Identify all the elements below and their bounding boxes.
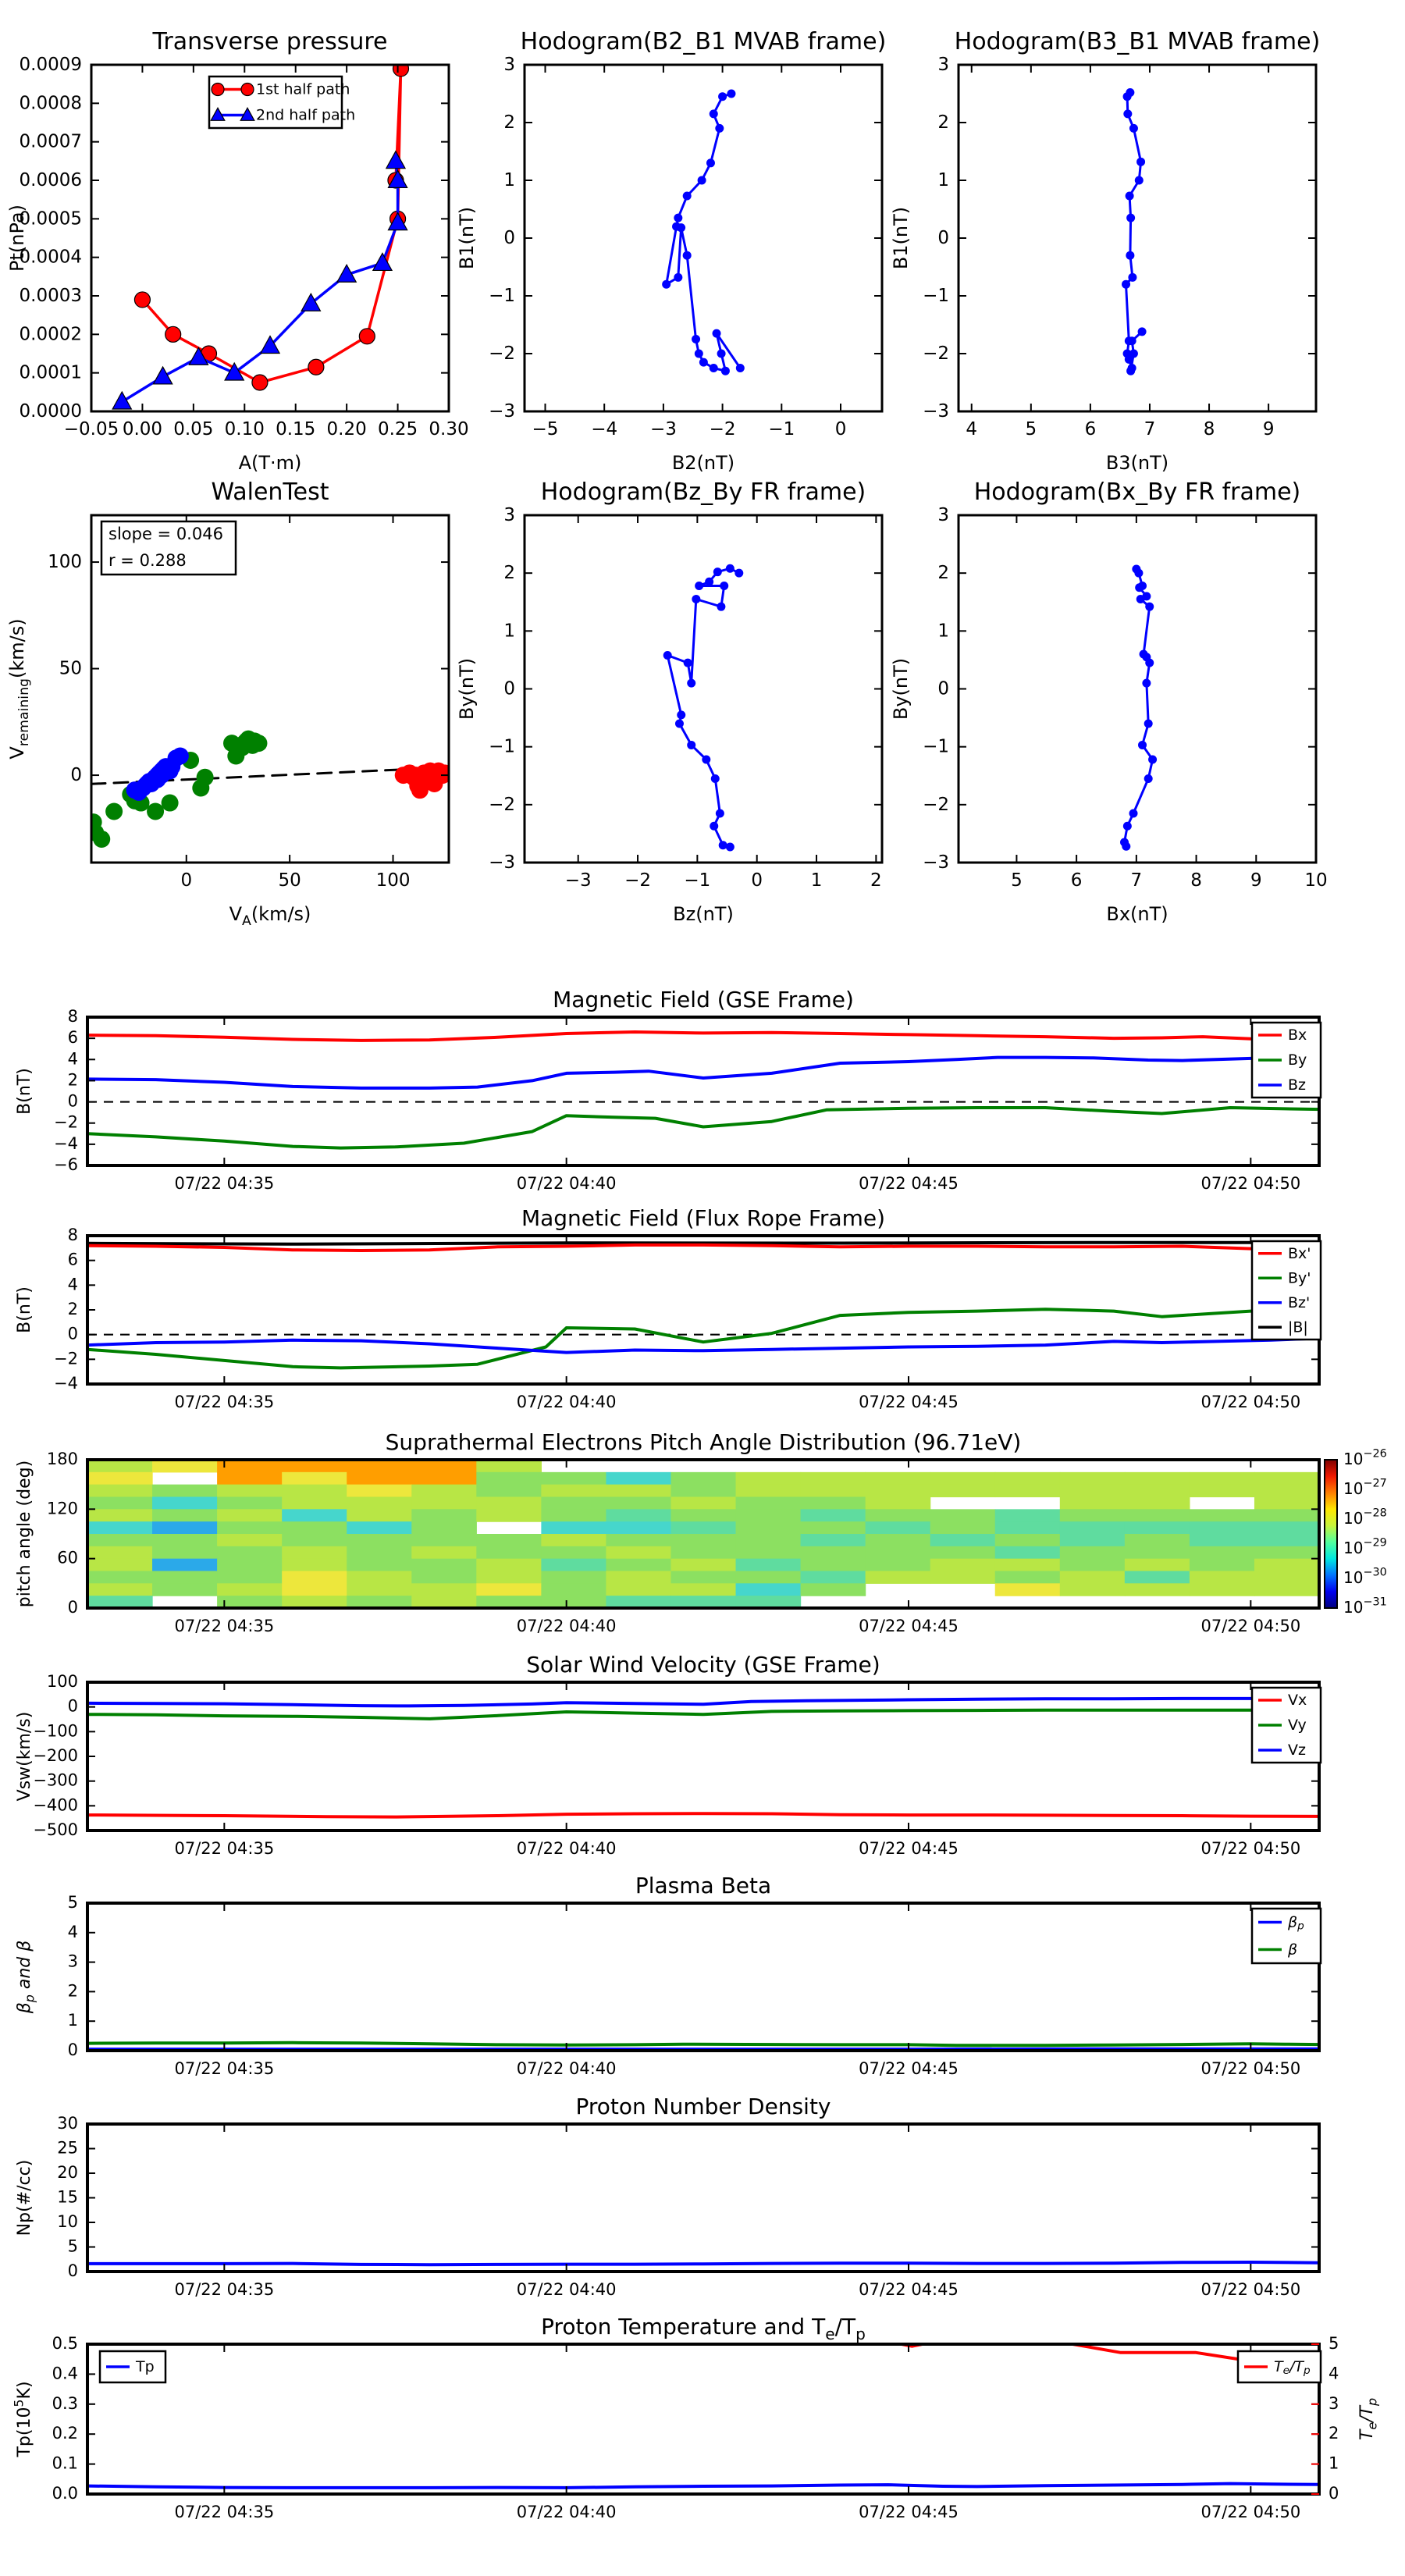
y-tick-label: 100 xyxy=(46,1672,78,1691)
chart-title: WalenTest xyxy=(211,479,329,506)
legend-label: Bx xyxy=(1288,1026,1307,1044)
chart-title: Suprathermal Electrons Pitch Angle Distribution (96.71eV) xyxy=(385,1429,1022,1455)
y-tick-label: 0 xyxy=(937,227,949,248)
x-tick-label: 4 xyxy=(966,419,978,439)
y-tick-label: −1 xyxy=(923,285,949,306)
chart-title: Hodogram(B3_B1 MVAB frame) xyxy=(954,28,1321,55)
y-tick-label: 1 xyxy=(67,2011,78,2030)
y-tick-label: 8 xyxy=(67,1226,78,1244)
y-tick-label: 0.3 xyxy=(52,2393,78,2413)
annotation-line: slope = 0.046 xyxy=(108,525,223,543)
right-y-tick-label: 5 xyxy=(1329,2334,1339,2353)
legend-label: By xyxy=(1288,1051,1307,1069)
x-tick-label: 9 xyxy=(1262,419,1275,439)
x-axis-label: A(T·m) xyxy=(238,452,302,474)
x-tick-label: 07/22 04:35 xyxy=(174,2503,275,2521)
x-tick-label: 0.20 xyxy=(326,419,367,439)
x-tick-label: 07/22 04:50 xyxy=(1200,1393,1301,1411)
x-tick-label: 50 xyxy=(278,870,301,891)
x-axis-label: $V_A(km/s)$ xyxy=(229,903,311,929)
legend-label: Vx xyxy=(1288,1691,1307,1709)
y-tick-label: 180 xyxy=(46,1450,78,1468)
x-tick-label: 07/22 04:45 xyxy=(859,1174,959,1193)
legend-label: Vz xyxy=(1288,1741,1306,1759)
y-tick-label: 0.0008 xyxy=(19,92,82,113)
x-tick-label: −1 xyxy=(684,870,711,891)
x-tick-label: 6 xyxy=(1070,870,1083,891)
x-tick-label: 07/22 04:45 xyxy=(859,1617,959,1635)
y-tick-label: 2 xyxy=(67,1981,78,2001)
x-tick-label: 07/22 04:40 xyxy=(516,2503,617,2521)
x-tick-label: 07/22 04:50 xyxy=(1200,2280,1301,2299)
x-tick-label: 0 xyxy=(751,870,763,891)
y-tick-label: 0 xyxy=(503,678,515,699)
y-tick-label: 0.0006 xyxy=(19,169,82,190)
y-tick-label: 20 xyxy=(57,2163,78,2182)
axes-spines xyxy=(87,2344,1319,2494)
annotation-line: r = 0.288 xyxy=(108,551,187,570)
chart-title: Hodogram(Bz_By FR frame) xyxy=(540,479,866,506)
axis-ticks xyxy=(87,2344,1319,2494)
colorbar-label: $10^{-29}$ xyxy=(1343,1536,1387,1557)
legend-label: 1st half path xyxy=(256,80,350,98)
x-tick-label: 8 xyxy=(1190,870,1202,891)
x-tick-label: 07/22 04:40 xyxy=(516,1393,617,1411)
x-tick-label: 6 xyxy=(1084,419,1097,439)
x-tick-label: 07/22 04:40 xyxy=(516,2280,617,2299)
y-tick-label: 2 xyxy=(937,562,949,583)
legend-label: Tp xyxy=(136,2357,155,2375)
y-tick-label: 25 xyxy=(57,2138,78,2158)
legend xyxy=(1238,2351,1321,2382)
x-axis-label: B2(nT) xyxy=(671,452,735,474)
plot-area xyxy=(87,2344,1319,2488)
y-tick-label: −2 xyxy=(923,343,949,364)
y-tick-label: 30 xyxy=(57,2114,78,2133)
x-axis-label: Bx(nT) xyxy=(1106,903,1168,925)
x-tick-label: 07/22 04:45 xyxy=(859,1839,959,1858)
y-tick-label: 2 xyxy=(503,112,515,133)
y-tick-label: 2 xyxy=(67,1300,78,1318)
legend-label: 2nd half path xyxy=(256,106,356,123)
y-tick-label: 0 xyxy=(70,764,82,785)
y-axis-label: pitch angle (deg) xyxy=(15,1460,34,1608)
y-tick-label: −4 xyxy=(54,1133,78,1153)
y-tick-label: 6 xyxy=(67,1250,78,1269)
x-tick-label: 07/22 04:35 xyxy=(174,1839,275,1858)
x-tick-label: −3 xyxy=(564,870,592,891)
y-tick-label: 1 xyxy=(503,169,515,190)
x-tick-label: 0.00 xyxy=(122,419,163,439)
y-axis-label: By(nT) xyxy=(456,657,478,720)
legend-label: $T_e/T_p$ xyxy=(1274,2357,1311,2377)
y-tick-label: 0 xyxy=(67,1324,78,1343)
chart-title: Plasma Beta xyxy=(635,1873,772,1898)
colorbar-label: $10^{-28}$ xyxy=(1343,1507,1387,1528)
chart-title: Transverse pressure xyxy=(152,28,388,55)
right-y-tick-label: 4 xyxy=(1329,2364,1339,2383)
x-tick-label: 100 xyxy=(375,870,411,891)
legend xyxy=(100,2351,165,2382)
x-tick-label: 0.30 xyxy=(429,419,469,439)
y-tick-label: 0.0004 xyxy=(19,247,82,268)
y-tick-label: −1 xyxy=(923,736,949,757)
y-tick-label: −2 xyxy=(489,343,515,364)
x-tick-label: −5 xyxy=(532,419,559,439)
y-tick-label: 8 xyxy=(67,1007,78,1026)
y-tick-label: 3 xyxy=(937,54,949,75)
y-axis-label: B1(nT) xyxy=(456,206,478,270)
y-tick-label: −500 xyxy=(33,1820,78,1839)
y-tick-label: −3 xyxy=(489,852,515,873)
y-tick-label: 0 xyxy=(937,678,949,699)
y-tick-label: 6 xyxy=(67,1028,78,1048)
y-tick-label: 5 xyxy=(67,2236,78,2256)
y-axis-label: $V_{remaining}(km/s)$ xyxy=(6,618,32,760)
y-tick-label: 50 xyxy=(59,658,82,679)
y-tick-label: 3 xyxy=(67,1952,78,1971)
x-tick-label: 0.25 xyxy=(377,419,418,439)
legend-label: By' xyxy=(1288,1268,1311,1286)
y-tick-label: 5 xyxy=(67,1893,78,1912)
x-tick-label: 07/22 04:35 xyxy=(174,1174,275,1193)
x-tick-label: 07/22 04:35 xyxy=(174,2280,275,2299)
y-axis-label: B(nT) xyxy=(15,1068,34,1115)
y-tick-label: 2 xyxy=(67,1070,78,1090)
x-tick-label: 0.15 xyxy=(276,419,316,439)
y-tick-label: 0 xyxy=(67,1598,78,1617)
y-axis-label: Np(#/cc) xyxy=(15,2159,34,2236)
chart-title: Hodogram(B2_B1 MVAB frame) xyxy=(520,28,887,55)
chart-title: Hodogram(Bx_By FR frame) xyxy=(973,479,1301,506)
y-tick-label: −1 xyxy=(489,736,515,757)
y-tick-label: 1 xyxy=(503,620,515,641)
x-tick-label: 07/22 04:40 xyxy=(516,1617,617,1635)
x-tick-label: 5 xyxy=(1011,870,1023,891)
y-tick-label: 0 xyxy=(67,1091,78,1111)
x-tick-label: 07/22 04:50 xyxy=(1200,1839,1301,1858)
y-tick-label: 0 xyxy=(503,227,515,248)
x-tick-label: 07/22 04:50 xyxy=(1200,1617,1301,1635)
y-tick-label: 0.4 xyxy=(52,2364,78,2383)
y-tick-label: −3 xyxy=(923,400,949,422)
y-tick-label: −100 xyxy=(33,1721,78,1741)
y-tick-label: −2 xyxy=(489,794,515,815)
chart-title: Proton Temperature and $T_e/T_p$ xyxy=(541,2314,866,2343)
colorbar-label: $10^{-27}$ xyxy=(1343,1477,1387,1498)
right-y-axis-label: $T_e/T_p$ xyxy=(1357,2397,1380,2441)
x-tick-label: 07/22 04:45 xyxy=(859,2059,959,2078)
right-y-tick-label: 0 xyxy=(1329,2484,1339,2503)
y-tick-label: −4 xyxy=(54,1374,78,1393)
y-tick-label: −2 xyxy=(923,794,949,815)
x-tick-label: 07/22 04:35 xyxy=(174,2059,275,2078)
y-axis-label: $\beta_p$ and β xyxy=(15,1940,37,2014)
x-tick-label: 07/22 04:40 xyxy=(516,2059,617,2078)
colorbar-label: $10^{-31}$ xyxy=(1343,1596,1387,1617)
legend-label: $\beta_p$ xyxy=(1288,1913,1304,1933)
y-tick-label: 0 xyxy=(67,1696,78,1716)
y-tick-label: 0 xyxy=(67,2041,78,2059)
y-axis-label: B(nT) xyxy=(15,1286,34,1333)
x-tick-label: 1 xyxy=(810,870,823,891)
x-tick-label: 07/22 04:45 xyxy=(859,1393,959,1411)
y-tick-label: 4 xyxy=(67,1922,78,1941)
y-tick-label: 0.0007 xyxy=(19,131,82,152)
right-y-tick-label: 1 xyxy=(1329,2453,1339,2473)
y-tick-label: 0.5 xyxy=(52,2334,78,2353)
y-tick-label: −2 xyxy=(54,1349,78,1368)
x-tick-label: 8 xyxy=(1203,419,1215,439)
right-y-tick-label: 2 xyxy=(1329,2424,1339,2443)
y-tick-label: 3 xyxy=(503,54,515,75)
x-tick-label: 07/22 04:40 xyxy=(516,1839,617,1858)
x-tick-label: −3 xyxy=(649,419,677,439)
y-axis-label: Vsw(km/s) xyxy=(15,1711,34,1802)
y-tick-label: −400 xyxy=(33,1795,78,1815)
x-tick-label: 2 xyxy=(870,870,882,891)
x-tick-label: 07/22 04:35 xyxy=(174,1393,275,1411)
y-tick-label: 4 xyxy=(67,1049,78,1069)
y-tick-label: 15 xyxy=(57,2187,78,2207)
y-tick-label: 3 xyxy=(937,504,949,525)
x-tick-label: 9 xyxy=(1250,870,1262,891)
y-tick-label: 0.0003 xyxy=(19,285,82,306)
x-tick-label: 0 xyxy=(834,419,847,439)
y-tick-label: −200 xyxy=(33,1746,78,1765)
y-tick-label: 120 xyxy=(46,1499,78,1518)
y-tick-label: 4 xyxy=(67,1275,78,1294)
x-tick-label: 07/22 04:50 xyxy=(1200,2059,1301,2078)
y-axis-label: B1(nT) xyxy=(890,206,912,270)
x-tick-label: 07/22 04:45 xyxy=(859,2280,959,2299)
x-tick-label: −1 xyxy=(768,419,795,439)
x-tick-label: 7 xyxy=(1144,419,1156,439)
x-tick-label: 0.05 xyxy=(173,419,214,439)
chart-title: Magnetic Field (GSE Frame) xyxy=(553,987,854,1012)
y-tick-label: 0.0005 xyxy=(19,208,82,229)
x-axis-label: B3(nT) xyxy=(1105,452,1169,474)
legend-label: |B| xyxy=(1288,1318,1308,1336)
chart-title: Solar Wind Velocity (GSE Frame) xyxy=(526,1652,880,1678)
y-tick-label: 3 xyxy=(503,504,515,525)
colorbar-label: $10^{-26}$ xyxy=(1343,1447,1387,1468)
y-axis-label: Pt(nPa) xyxy=(6,205,28,272)
legend-label: Vy xyxy=(1288,1716,1307,1734)
y-tick-label: 0 xyxy=(67,2261,78,2280)
legend-label: Bx' xyxy=(1288,1244,1311,1262)
right-y-tick-label: 3 xyxy=(1329,2393,1339,2413)
colorbar-label: $10^{-30}$ xyxy=(1343,1566,1387,1587)
y-tick-label: 10 xyxy=(57,2212,78,2231)
y-tick-label: 1 xyxy=(937,620,949,641)
y-tick-label: 100 xyxy=(48,551,82,572)
legend-label: β xyxy=(1288,1941,1298,1958)
chart-title: Proton Number Density xyxy=(575,2094,831,2119)
x-tick-label: 0.10 xyxy=(224,419,265,439)
x-tick-label: 07/22 04:45 xyxy=(859,2503,959,2521)
y-axis-label: $Tp(10^5K)$ xyxy=(11,2381,34,2457)
y-tick-label: 0.1 xyxy=(52,2453,78,2473)
y-tick-label: −3 xyxy=(489,400,515,422)
x-tick-label: −4 xyxy=(591,419,618,439)
y-tick-label: 2 xyxy=(503,562,515,583)
y-tick-label: −6 xyxy=(54,1155,78,1174)
x-tick-label: 07/22 04:40 xyxy=(516,1174,617,1193)
y-tick-label: −1 xyxy=(489,285,515,306)
chart-title: Magnetic Field (Flux Rope Frame) xyxy=(521,1205,886,1231)
y-tick-label: −300 xyxy=(33,1770,78,1790)
x-tick-label: −0.05 xyxy=(63,419,119,439)
x-tick-label: 07/22 04:35 xyxy=(174,1617,275,1635)
x-tick-label: 10 xyxy=(1304,870,1328,891)
y-tick-label: 0.0000 xyxy=(19,400,82,422)
y-tick-label: 1 xyxy=(937,169,949,190)
x-tick-label: 7 xyxy=(1130,870,1143,891)
y-tick-label: 2 xyxy=(937,112,949,133)
y-tick-label: 0.0009 xyxy=(19,54,82,75)
y-tick-label: 0.0002 xyxy=(19,323,82,344)
y-tick-label: 0.2 xyxy=(52,2424,78,2443)
y-tick-label: 0.0 xyxy=(52,2484,78,2503)
y-tick-label: 0.0001 xyxy=(19,362,82,383)
x-tick-label: 07/22 04:50 xyxy=(1200,1174,1301,1193)
series-Tp xyxy=(87,2484,1319,2488)
y-tick-label: −3 xyxy=(923,852,949,873)
y-tick-label: 60 xyxy=(57,1548,78,1567)
x-axis-label: Bz(nT) xyxy=(673,903,734,925)
x-tick-label: 07/22 04:50 xyxy=(1200,2503,1301,2521)
x-tick-label: 0 xyxy=(180,870,193,891)
legend-label: Bz' xyxy=(1288,1293,1311,1311)
x-tick-label: 5 xyxy=(1025,419,1037,439)
legend-label: Bz xyxy=(1288,1076,1307,1094)
x-tick-label: −2 xyxy=(624,870,651,891)
y-tick-label: −2 xyxy=(54,1112,78,1132)
x-tick-label: −2 xyxy=(709,419,736,439)
y-axis-label: By(nT) xyxy=(890,657,912,720)
